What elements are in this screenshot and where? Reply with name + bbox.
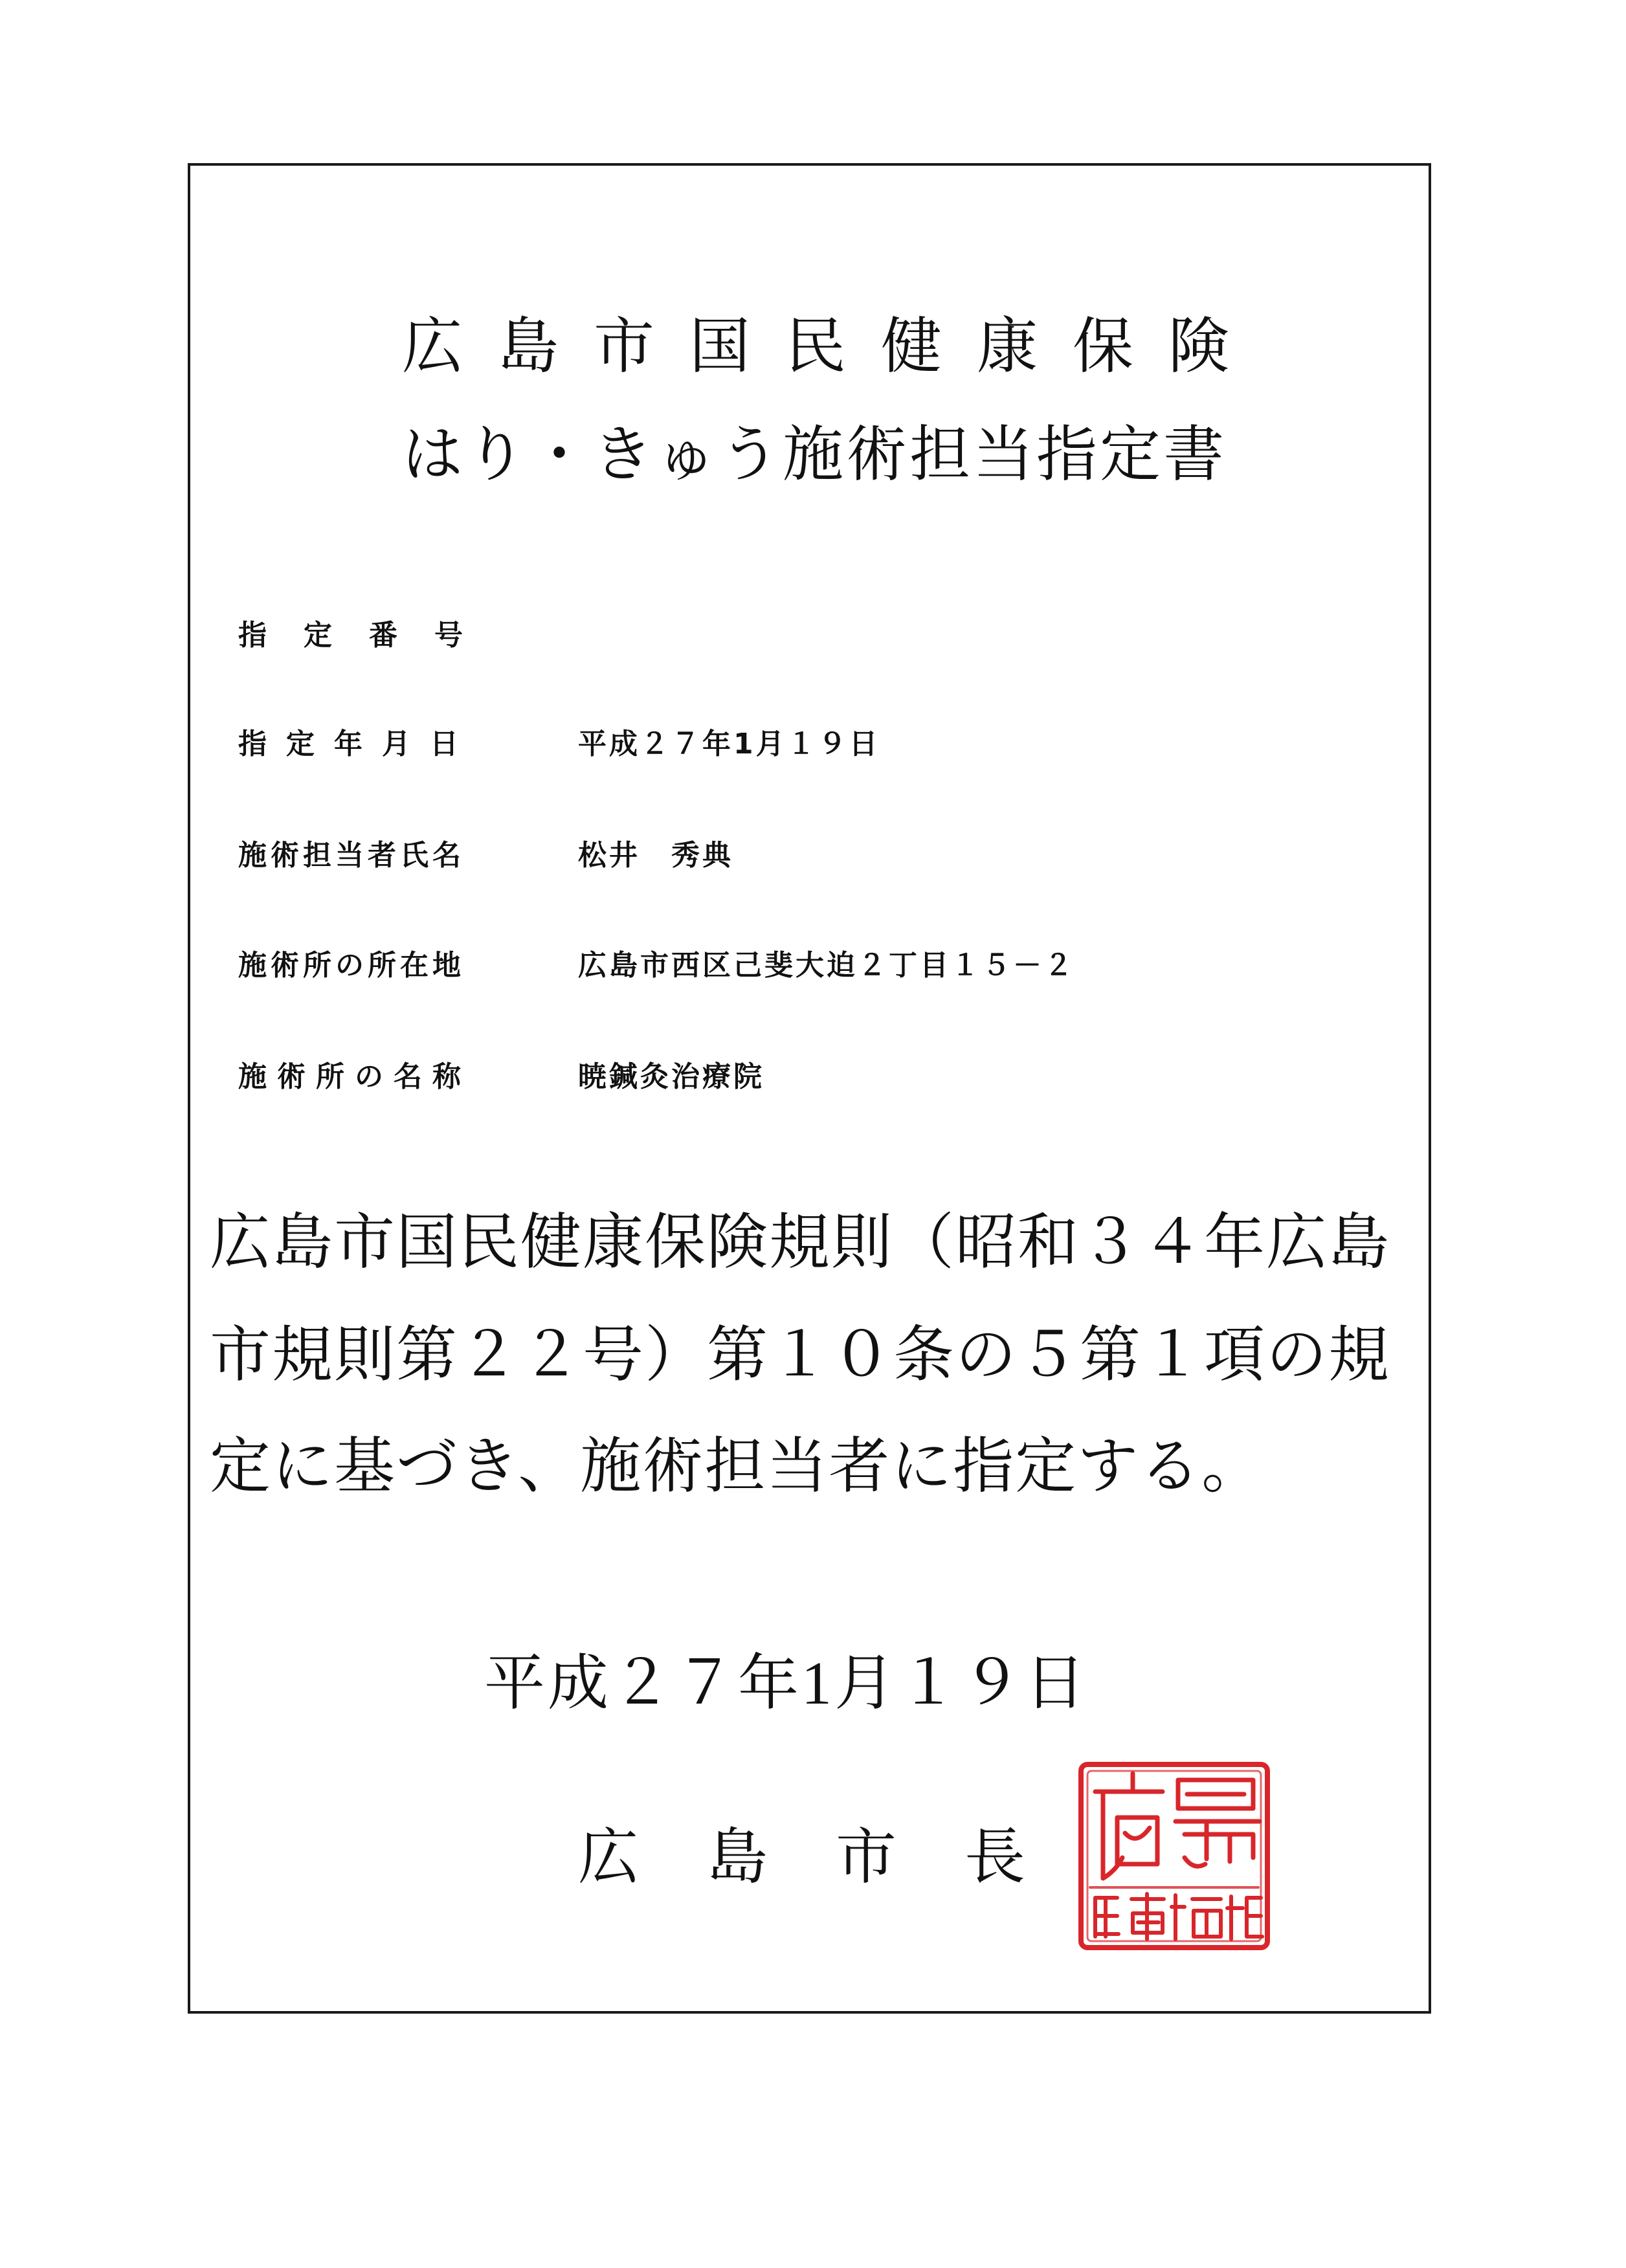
- field-label-designation-date: 指定年月日: [238, 728, 478, 761]
- body-text-line-1: 広島市国民健康保険規則（昭和３４年広島: [210, 1209, 1391, 1276]
- document-title-line-2: はり・きゅう施術担当指定書: [402, 421, 1227, 489]
- official-seal-stamp: [1077, 1761, 1271, 1951]
- issue-date: 平成２７年1月１９日: [484, 1650, 1089, 1717]
- document-title-line-1: 広島市国民健康保険: [402, 313, 1265, 381]
- seal-icon: [1081, 1764, 1267, 1948]
- field-label-designation-number: 指定番号: [238, 619, 500, 652]
- field-value-designation-date: 平成２７年1月１９日: [578, 728, 880, 761]
- field-value-practitioner-name: 松井 秀典: [578, 839, 733, 872]
- field-label-practitioner-name: 施術担当者氏名: [238, 839, 465, 872]
- issuer-name: 広島市長: [578, 1824, 1094, 1891]
- body-text-line-2: 市規則第２２号）第１０条の５第１項の規: [210, 1322, 1391, 1389]
- field-value-clinic-name: 暁鍼灸治療院: [578, 1060, 764, 1093]
- field-label-clinic-address: 施術所の所在地: [238, 949, 465, 982]
- body-text-line-3: 定に基づき、施術担当者に指定する。: [210, 1433, 1264, 1500]
- field-label-clinic-name: 施術所の名称: [238, 1060, 471, 1093]
- field-value-clinic-address: 広島市西区己斐大迫２丁目１５－２: [578, 949, 1075, 982]
